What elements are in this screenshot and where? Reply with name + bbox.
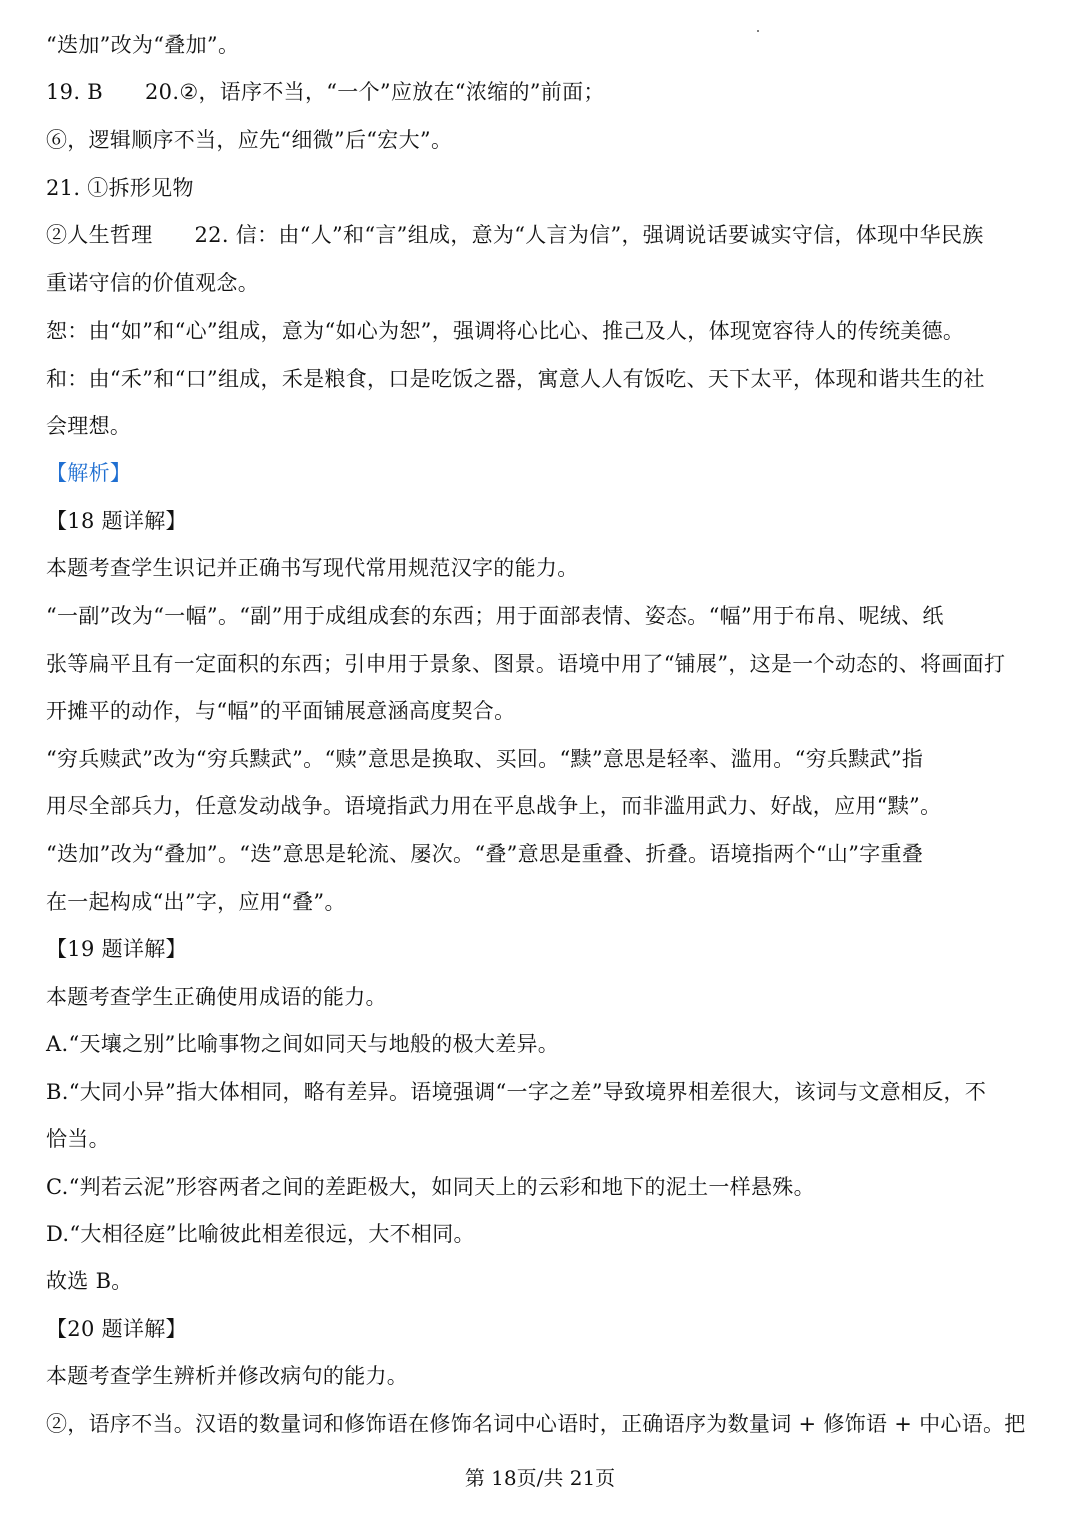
q18-para3-line1: “迭加”改为“叠加”。“迭”意思是轮流、屡次。“叠”意思是重叠、折叠。语境指两个“山”字重叠 bbox=[46, 842, 924, 866]
q18-para1-line1: “一副”改为“一幅”。“副”用于成组成套的东西；用于面部表情、姿态。“幅”用于布帛、呢绒、纸 bbox=[46, 604, 944, 628]
q18-para2-line1: “穷兵赎武”改为“穷兵黩武”。“赎”意思是换取、买回。“黩”意思是轻率、滥用。“穷兵黩武”指 bbox=[46, 747, 924, 771]
q18-para2-line2: 用尽全部兵力，任意发动战争。语境指武力用在平息战争上，而非滥用武力、好战，应用“黩”。 bbox=[46, 794, 942, 818]
q19-intro: 本题考查学生正确使用成语的能力。 bbox=[46, 985, 387, 1009]
answer-22-line1: 22. 信：由“人”和“言”组成，意为“人言为信”，强调说话要诚实守信，体现中华民族 bbox=[194, 223, 984, 247]
answer-21-part2: ②人生哲理 bbox=[46, 223, 153, 247]
answer-20-part2: ⑥，逻辑顺序不当，应先“细微”后“宏大”。 bbox=[46, 128, 453, 152]
q19-option-c: C.“判若云泥”形容两者之间的差距极大，如同天上的云彩和地下的泥土一样悬殊。 bbox=[46, 1175, 815, 1199]
answer-22-line4: 和：由“禾”和“口”组成，禾是粮食，口是吃饭之器，寓意人人有饭吃、天下太平，体现和谐共生的社 bbox=[46, 367, 985, 391]
q19-conclusion: 故选 B。 bbox=[46, 1269, 133, 1293]
q19-heading: 【19 题详解】 bbox=[46, 937, 187, 961]
q19-option-b-line1: B.“大同小异”指大体相同，略有差异。语境强调“一字之差”导致境界相差很大，该词与文意相反，不 bbox=[46, 1080, 987, 1104]
page-footer: 第 18页/共 21页 bbox=[464, 1466, 616, 1490]
answer-19: 19. B bbox=[46, 80, 104, 104]
answer-22-line2: 重诺守信的价值观念。 bbox=[46, 271, 259, 295]
q20-intro: 本题考查学生辨析并修改病句的能力。 bbox=[46, 1364, 409, 1388]
answer-line-18-tail: “迭加”改为“叠加”。 bbox=[46, 33, 240, 57]
q20-para1-line1: ②，语序不当。汉语的数量词和修饰语在修饰名词中心语时，正确语序为数量词 + 修饰语 + 中心语。把 bbox=[46, 1412, 1026, 1436]
q20-heading: 【20 题详解】 bbox=[46, 1317, 187, 1341]
q18-heading: 【18 题详解】 bbox=[46, 509, 187, 533]
q19-option-a: A.“天壤之别”比喻事物之间如同天与地般的极大差异。 bbox=[46, 1032, 560, 1056]
answer-22-line3: 恕：由“如”和“心”组成，意为“如心为恕”，强调将心比心、推己及人，体现宽容待人的传统美德。 bbox=[46, 319, 965, 343]
answer-20-part1: 20.②，语序不当，“一个”应放在“浓缩的”前面； bbox=[145, 80, 605, 104]
answer-line-21-22 bbox=[46, 220, 1041, 250]
q18-para1-line3: 开摊平的动作，与“幅”的平面铺展意涵高度契合。 bbox=[46, 699, 516, 723]
q19-option-b-line2: 恰当。 bbox=[46, 1127, 110, 1151]
q18-intro: 本题考查学生识记并正确书写现代常用规范汉字的能力。 bbox=[46, 556, 579, 580]
q18-para3-line2: 在一起构成“出”字，应用“叠”。 bbox=[46, 890, 346, 914]
q19-option-d: D.“大相径庭”比喻彼此相差很远，大不相同。 bbox=[46, 1222, 475, 1246]
answer-21-part1: 21. ①拆形见物 bbox=[46, 176, 194, 200]
answer-line-19-20 bbox=[46, 77, 1041, 107]
q18-para1-line2: 张等扁平且有一定面积的东西；引申用于景象、图景。语境中用了“铺展”，这是一个动态的、将画面打 bbox=[46, 652, 1006, 676]
analysis-label: 【解析】 bbox=[46, 461, 132, 485]
answer-22-line5: 会理想。 bbox=[46, 414, 132, 438]
